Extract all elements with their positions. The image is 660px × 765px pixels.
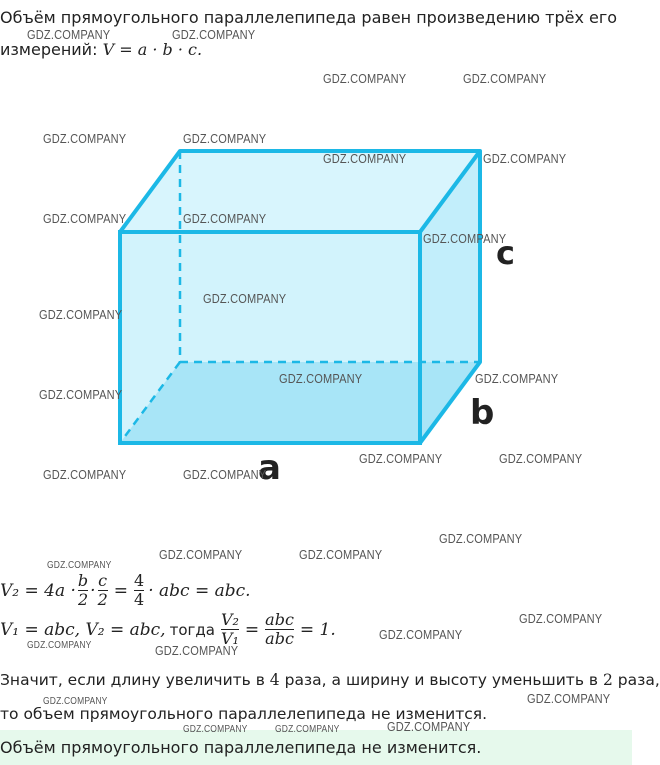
intro-line-1: Объём прямоугольного параллелепипеда равен произведению трёх его — [0, 8, 618, 27]
conclusion-line-2: то объем прямоугольного параллелепипеда не изменится. — [0, 705, 488, 723]
watermark: GDZ.COMPANY — [183, 211, 267, 226]
watermark: GDZ.COMPANY — [387, 719, 471, 734]
watermark: GDZ.COMPANY — [183, 131, 267, 146]
watermark: GDZ.COMPANY — [43, 467, 127, 482]
eq1-fraction-b: $\frac{b}{2}$ — [77, 571, 89, 609]
watermark: GDZ.COMPANY — [27, 640, 92, 651]
watermark: GDZ.COMPANY — [299, 547, 383, 562]
conclusion-line-1: Значит, если длину увеличить в 4 раза, а ширину и высоту уменьшить в 2 раза, — [0, 671, 660, 689]
eq2-lhs: V₁ = abc, V₂ = abc, — [0, 619, 166, 640]
eq1-equals: = — [113, 580, 128, 601]
watermark: GDZ.COMPANY — [379, 627, 463, 642]
equation-1 — [0, 572, 251, 609]
watermark: GDZ.COMPANY — [183, 724, 248, 735]
eq1-lhs: V₂ = 4a · — [0, 580, 76, 601]
watermark: GDZ.COMPANY — [527, 691, 611, 706]
watermark: GDZ.COMPANY — [275, 724, 340, 735]
answer-text: Объём прямоугольного параллелепипеда не изменится. — [0, 738, 482, 757]
volume-formula: V = a · b · c. — [102, 40, 203, 59]
watermark: GDZ.COMPANY — [47, 560, 112, 571]
eq1-rhs: · abc = abc. — [148, 580, 251, 601]
eq2-equals: = — [244, 619, 260, 640]
number-two: 2 — [602, 671, 613, 689]
eq2-fraction-v: $\frac{\text{V₂}}{\text{V₁}}$ — [220, 610, 239, 648]
eq1-fraction-four: $\frac{4}{4}$ — [134, 571, 145, 609]
label-b: b — [470, 393, 495, 433]
watermark: GDZ.COMPANY — [323, 71, 407, 86]
answer-box — [0, 730, 632, 765]
watermark: GDZ.COMPANY — [159, 547, 243, 562]
watermark: GDZ.COMPANY — [203, 291, 287, 306]
watermark: GDZ.COMPANY — [39, 387, 123, 402]
watermark: GDZ.COMPANY — [27, 27, 111, 42]
watermark: GDZ.COMPANY — [43, 131, 127, 146]
eq1-dot: · — [90, 580, 96, 601]
watermark: GDZ.COMPANY — [183, 467, 267, 482]
intro-line-2-prefix: измерений: — [0, 40, 103, 59]
number-four: 4 — [269, 671, 280, 689]
watermark: GDZ.COMPANY — [43, 696, 108, 707]
watermark: GDZ.COMPANY — [483, 151, 567, 166]
watermark: GDZ.COMPANY — [43, 211, 127, 226]
watermark: GDZ.COMPANY — [279, 371, 363, 386]
eq2-fraction-abc: $\frac{\text{abc}}{\text{abc}}$ — [265, 610, 294, 648]
watermark: GDZ.COMPANY — [323, 151, 407, 166]
label-c: c — [496, 234, 515, 272]
eq1-fraction-c: $\frac{c}{2}$ — [97, 571, 108, 609]
label-a: a — [258, 448, 281, 488]
watermark: GDZ.COMPANY — [463, 71, 547, 86]
watermark: GDZ.COMPANY — [39, 307, 123, 322]
eq2-rhs: = 1. — [299, 619, 336, 640]
watermark: GDZ.COMPANY — [423, 231, 507, 246]
box-top-face — [120, 151, 480, 232]
watermark: GDZ.COMPANY — [475, 371, 559, 386]
watermark: GDZ.COMPANY — [359, 451, 443, 466]
watermark: GDZ.COMPANY — [155, 643, 239, 658]
watermark: GDZ.COMPANY — [499, 451, 583, 466]
watermark: GDZ.COMPANY — [519, 611, 603, 626]
watermark: GDZ.COMPANY — [172, 27, 256, 42]
eq2-word: тогда — [169, 620, 215, 639]
watermark: GDZ.COMPANY — [439, 531, 523, 546]
